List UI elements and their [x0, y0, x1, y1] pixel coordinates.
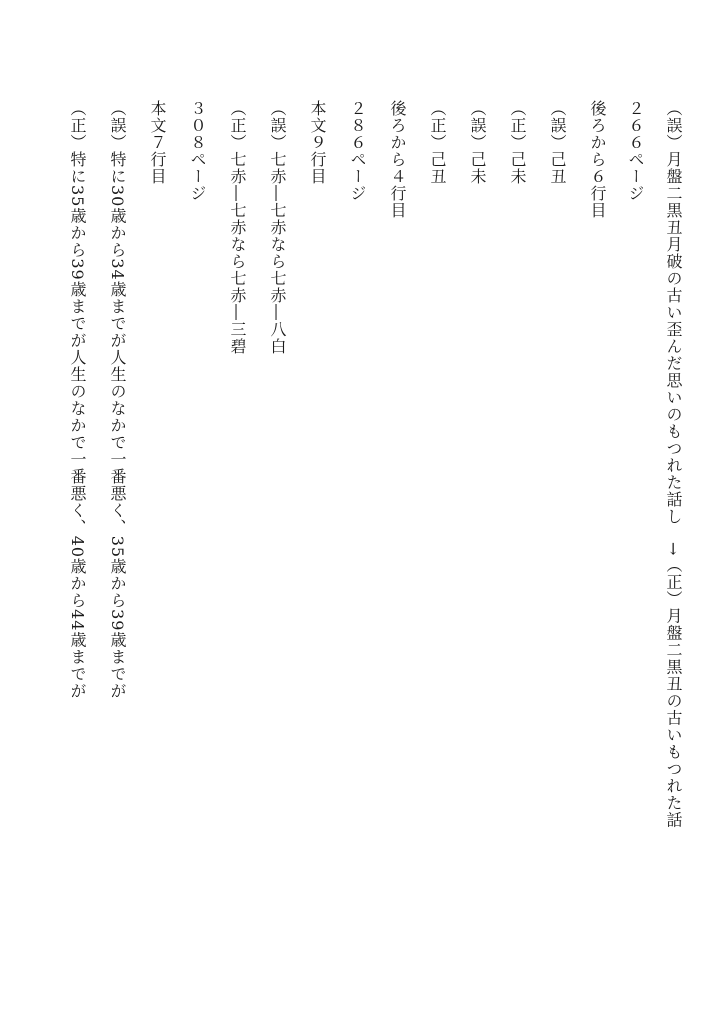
line-ref-6-from-end: 後ろから６行目: [588, 100, 607, 219]
errata-wrong-2: （誤）己未: [468, 100, 487, 185]
errata-correct-1: （正）己未: [508, 100, 527, 185]
line-ref-4-from-end: 後ろから４行目: [388, 100, 407, 219]
line-ref-body-7: 本文７行目: [148, 100, 167, 185]
page-ref-266: ２６６ページ: [626, 100, 645, 202]
line-ref-body-9: 本文９行目: [308, 100, 327, 185]
errata-wrong-4: （誤）特に30歳から34歳までが人生のなかで一番悪く、35歳から39歳までが: [108, 100, 127, 700]
errata-wrong-3: （誤）七赤―七赤なら七赤―八白: [268, 100, 287, 355]
errata-correct-3: （正）七赤―七赤なら七赤―三碧: [228, 100, 247, 355]
page-ref-308: ３０８ページ: [188, 100, 207, 202]
errata-line-1: （誤）月盤二黒丑月破の古い歪んだ思いのもつれた話し →（正）月盤二黒丑の古いもつれた話: [664, 100, 683, 829]
page-ref-286: ２８６ページ: [348, 100, 367, 202]
errata-wrong-1: （誤）己丑: [548, 100, 567, 185]
errata-correct-4: （正）特に35歳から39歳までが人生のなかで一番悪く、40歳から44歳までが: [68, 100, 87, 700]
errata-correct-2: （正）己丑: [428, 100, 447, 185]
